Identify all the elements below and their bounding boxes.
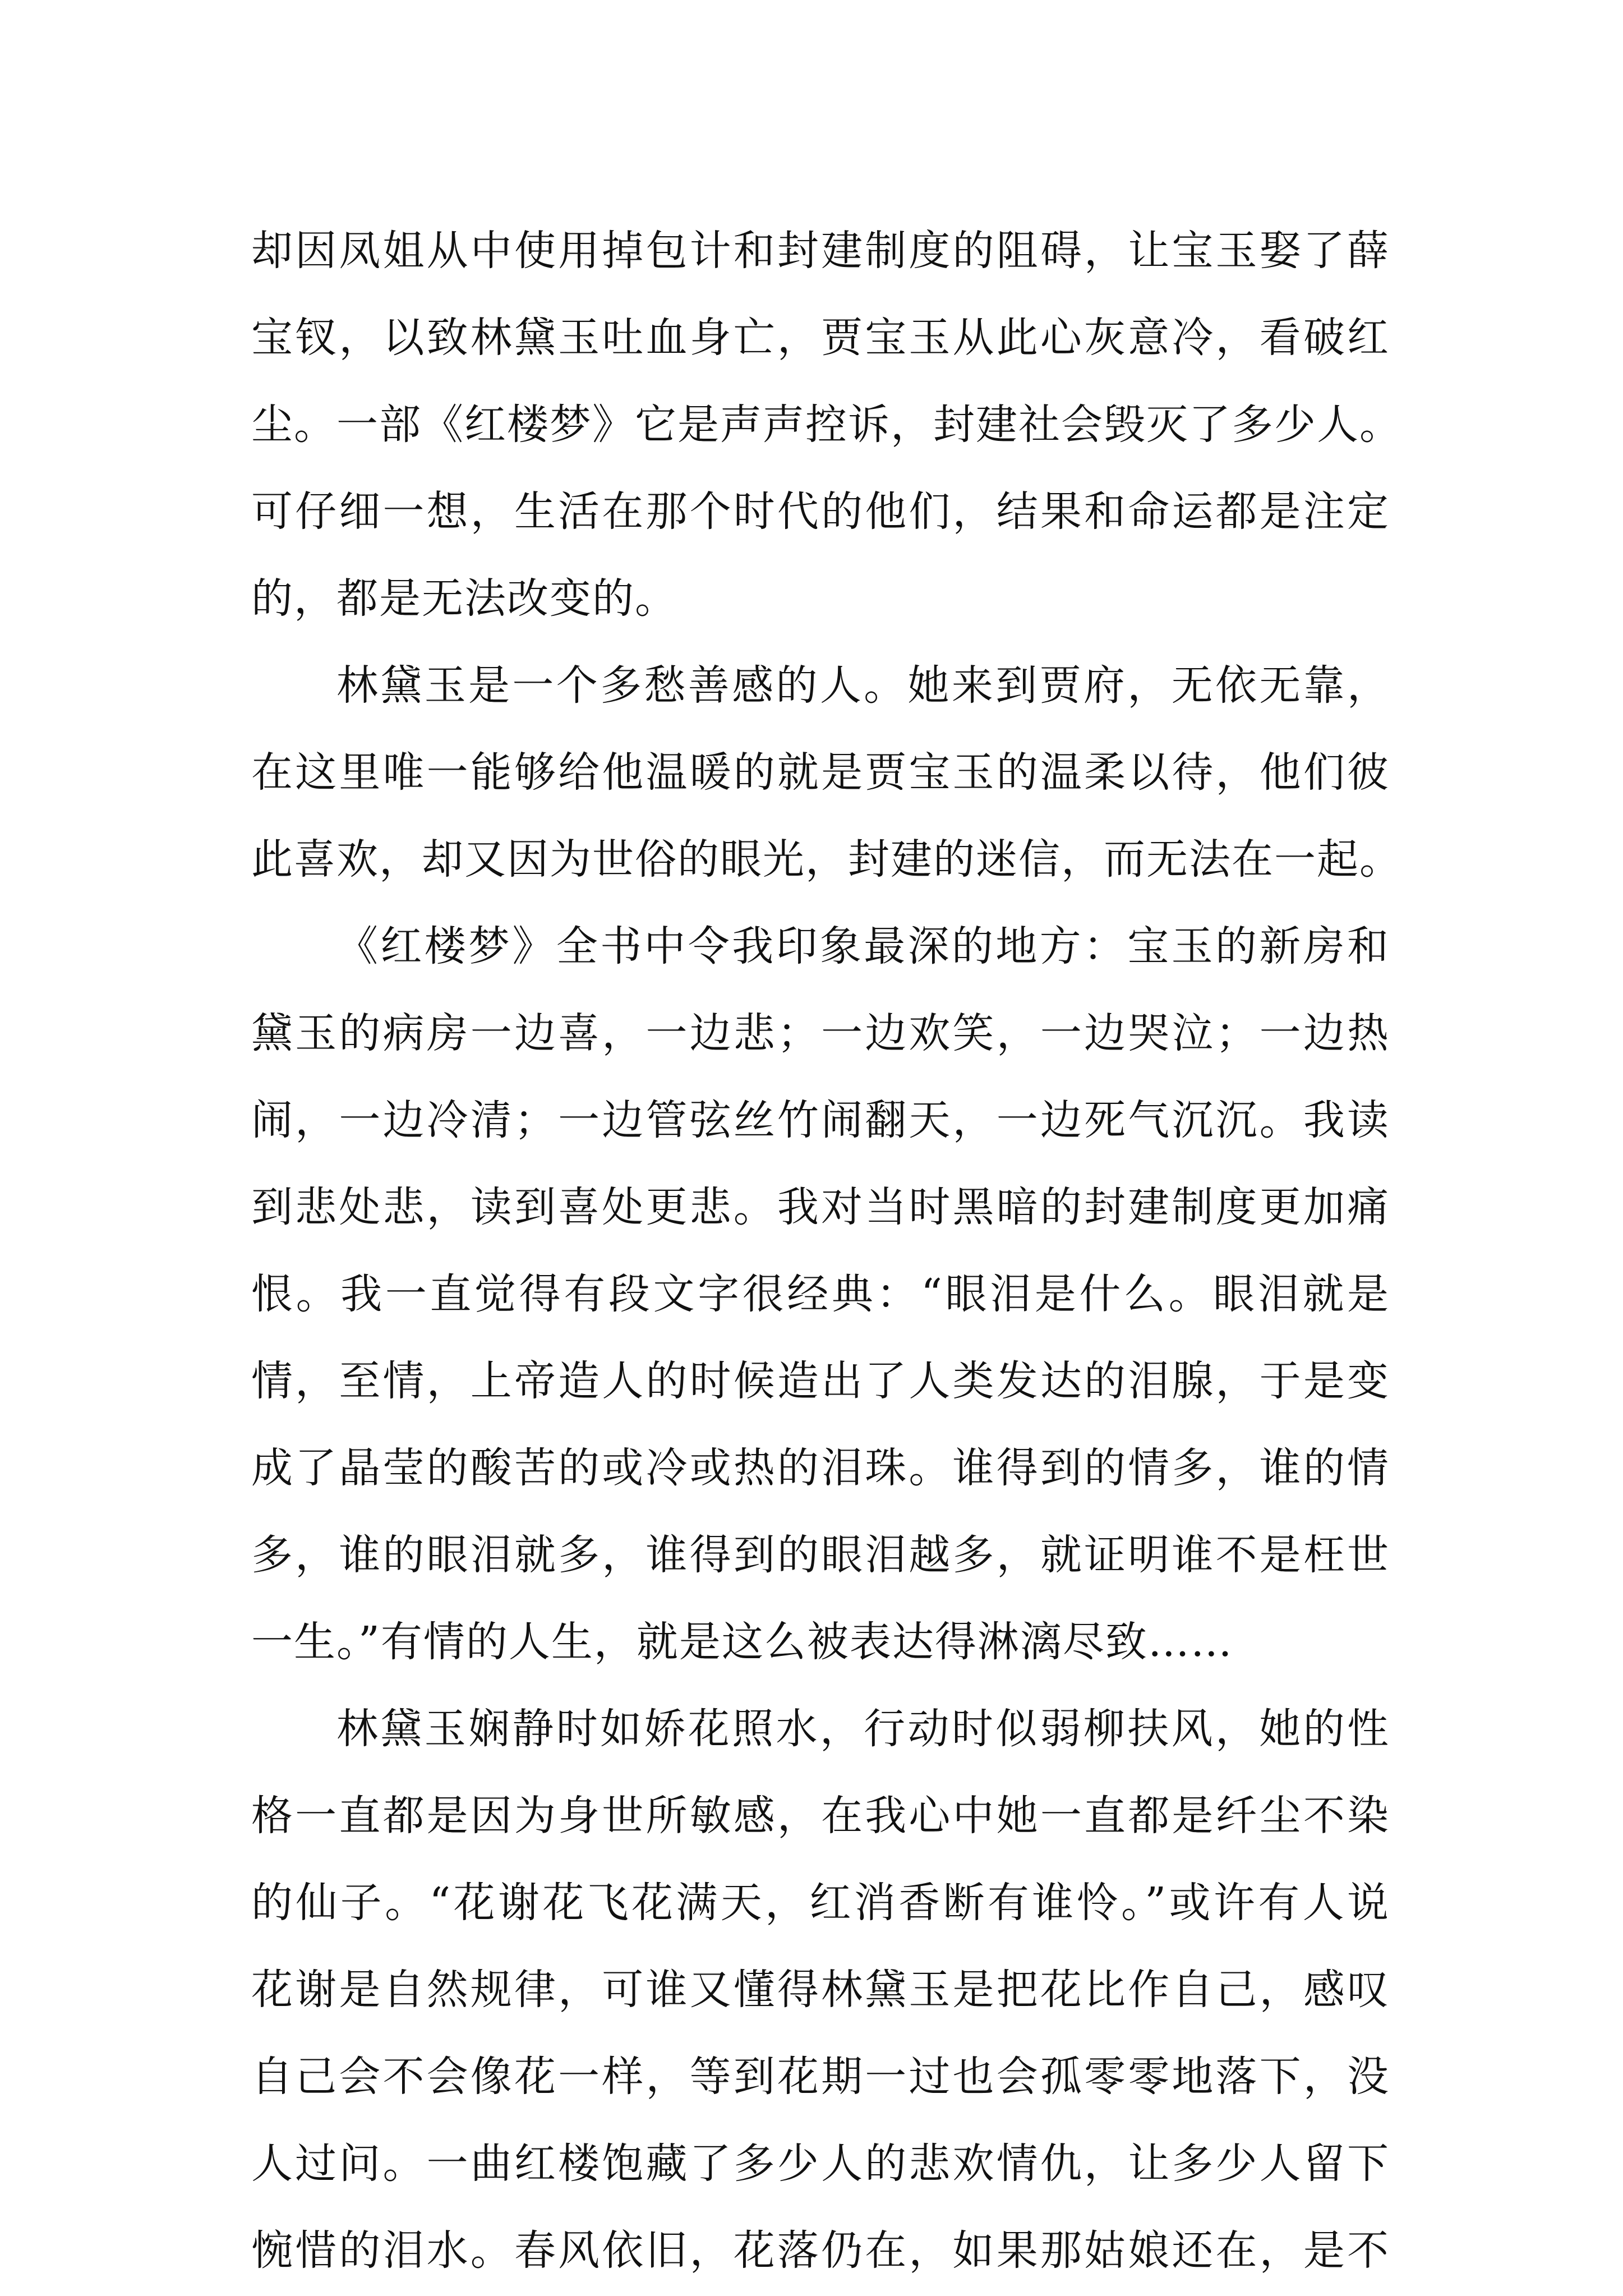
text-line: 到悲处悲，读到喜处更悲。我对当时黑暗的封建制度更加痛 bbox=[251, 1183, 1390, 1231]
paragraph-first-line: 林黛玉娴静时如娇花照水，行动时似弱柳扶风，她的性 bbox=[336, 1705, 1390, 1753]
text-line: 的，都是无法改变的。 bbox=[251, 574, 677, 623]
text-line: 花谢是自然规律，可谁又懂得林黛玉是把花比作自己，感叹 bbox=[251, 1966, 1390, 2014]
text-line: 多，谁的眼泪就多，谁得到的眼泪越多，就证明谁不是枉世 bbox=[251, 1531, 1390, 1579]
text-line: 宝钗，以致林黛玉吐血身亡，贾宝玉从此心灰意冷，看破红 bbox=[251, 314, 1390, 362]
paragraph-first-line: 林黛玉是一个多愁善感的人。她来到贾府，无依无靠， bbox=[336, 661, 1390, 710]
text-line: 尘。一部《红楼梦》它是声声控诉，封建社会毁灭了多少人。 bbox=[251, 401, 1402, 449]
text-line: 在这里唯一能够给他温暖的就是贾宝玉的温柔以待，他们彼 bbox=[251, 748, 1390, 797]
text-line: 一生。”有情的人生，就是这么被表达得淋漓尽致…… bbox=[251, 1618, 1233, 1666]
text-line: 人过问。一曲红楼饱藏了多少人的悲欢情仇，让多少人留下 bbox=[251, 2139, 1390, 2188]
body-text bbox=[251, 208, 1402, 2294]
text-line: 情，至情，上帝造人的时候造出了人类发达的泪腺，于是变 bbox=[251, 1357, 1390, 1405]
text-line: 却因凤姐从中使用掉包计和封建制度的阻碍，让宝玉娶了薛 bbox=[251, 227, 1390, 275]
text-line: 可仔细一想，生活在那个时代的他们，结果和命运都是注定 bbox=[251, 487, 1390, 536]
text-line: 惋惜的泪水。春风依旧，花落仍在，如果那姑娘还在，是不 bbox=[251, 2226, 1390, 2275]
paragraph-first-line: 《红楼梦》全书中令我印象最深的地方：宝玉的新房和 bbox=[336, 922, 1390, 970]
text-line: 恨。我一直觉得有段文字很经典：“眼泪是什么。眼泪就是 bbox=[251, 1270, 1390, 1318]
text-line: 的仙子。“花谢花飞花满天，红消香断有谁怜。”或许有人说 bbox=[251, 1879, 1390, 1927]
text-line: 闹，一边冷清；一边管弦丝竹闹翻天，一边死气沉沉。我读 bbox=[251, 1096, 1390, 1144]
text-line: 自己会不会像花一样，等到花期一过也会孤零零地落下，没 bbox=[251, 2053, 1390, 2101]
text-line: 格一直都是因为身世所敏感，在我心中她一直都是纤尘不染 bbox=[251, 1792, 1390, 1840]
text-line: 此喜欢，却又因为世俗的眼光，封建的迷信，而无法在一起。 bbox=[251, 835, 1402, 884]
text-line: 黛玉的病房一边喜，一边悲；一边欢笑，一边哭泣；一边热 bbox=[251, 1009, 1390, 1057]
text-line: 成了晶莹的酸苦的或冷或热的泪珠。谁得到的情多，谁的情 bbox=[251, 1444, 1390, 1492]
